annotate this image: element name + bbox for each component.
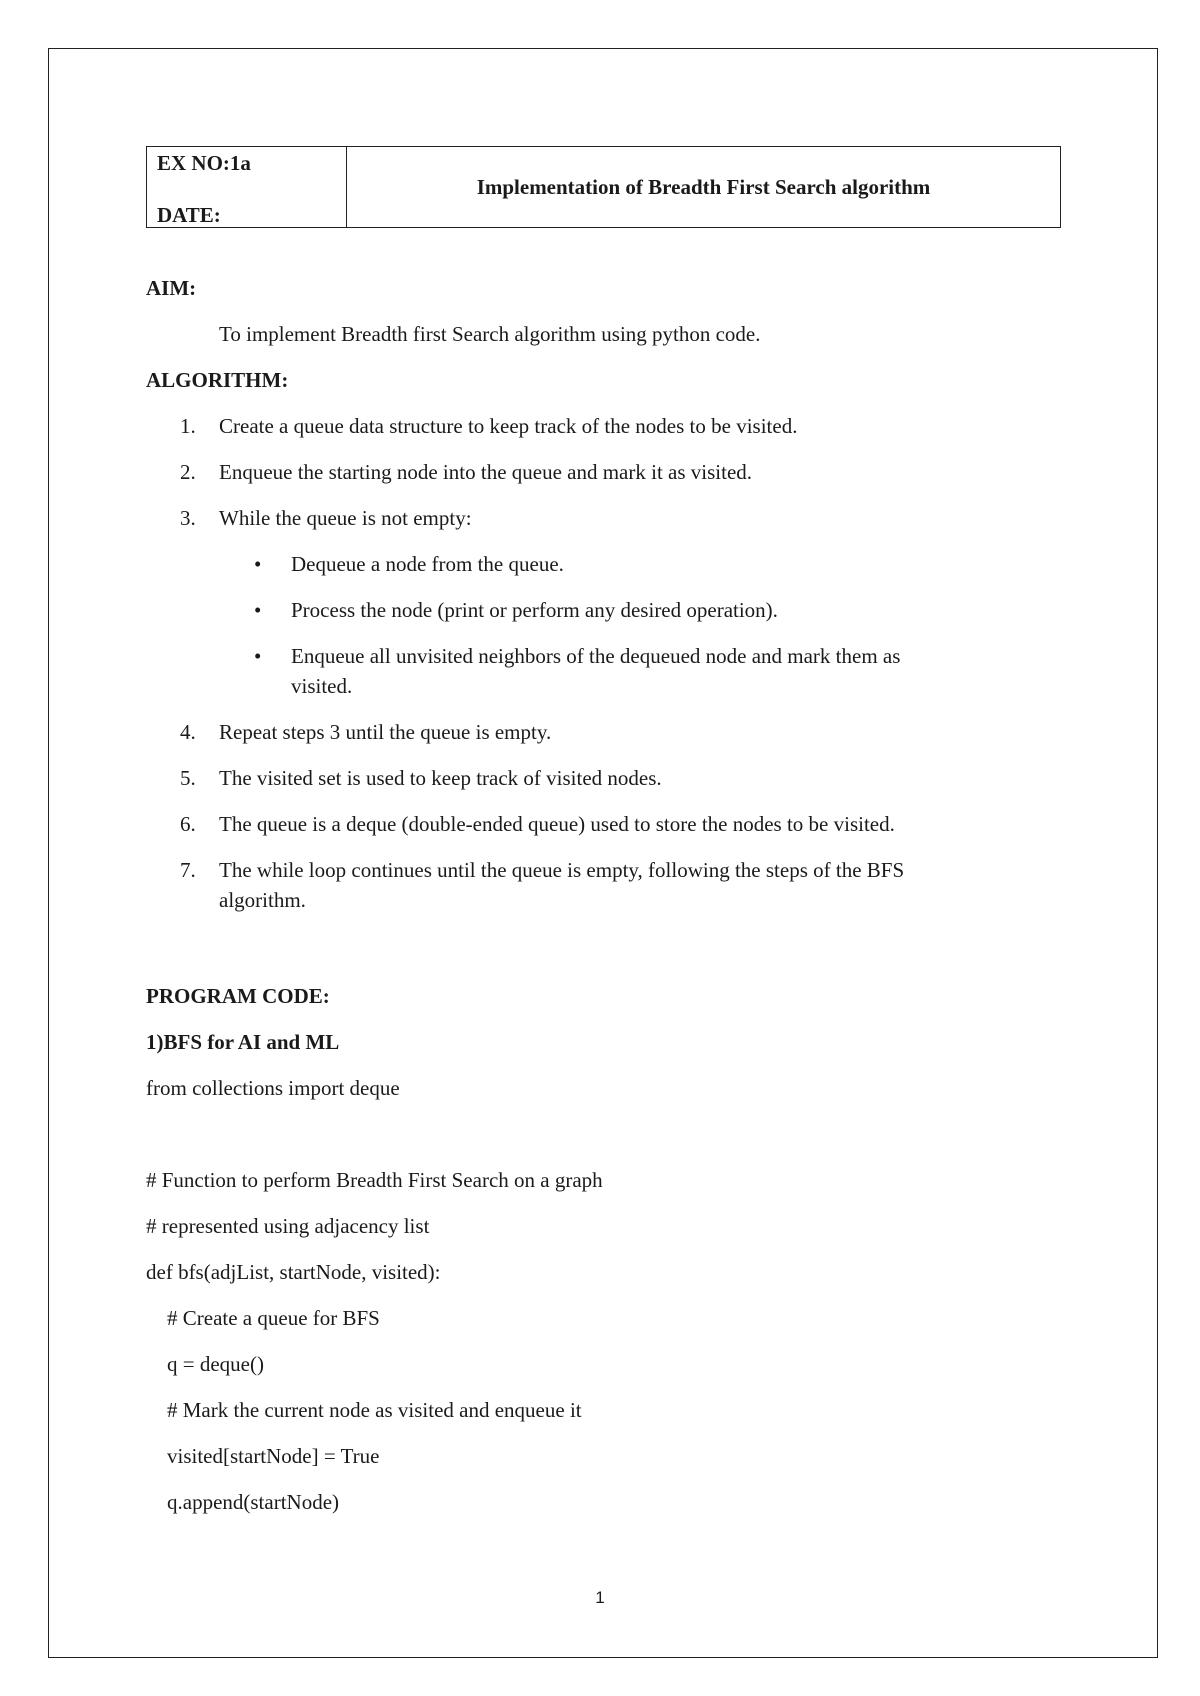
- substep-text: Process the node (print or perform any desired operation).: [291, 598, 778, 622]
- step-number: 3.: [180, 506, 196, 530]
- aim-text: To implement Breadth first Search algorithm using python code.: [219, 322, 761, 346]
- bullet-icon: •: [254, 552, 262, 576]
- document-title: Implementation of Breadth First Search algorithm: [476, 175, 931, 199]
- code-line: q = deque(): [146, 1352, 264, 1376]
- step-text: The while loop continues until the queue is empty, following the steps of the BFS: [219, 858, 905, 882]
- code-line: # Create a queue for BFS: [146, 1306, 380, 1330]
- step-text: The visited set is used to keep track of visited nodes.: [219, 766, 662, 790]
- step-text: The queue is a deque (double-ended queue) used to store the nodes to be visited.: [219, 812, 895, 836]
- header-left-cell: [147, 147, 347, 228]
- code-line: q.append(startNode): [146, 1490, 340, 1514]
- date-label: DATE:: [157, 203, 221, 227]
- code-line: # Mark the current node as visited and enqueue it: [146, 1398, 582, 1422]
- step-text: Enqueue the starting node into the queue and mark it as visited.: [219, 460, 753, 484]
- step-number: 2.: [180, 460, 196, 484]
- substep-text: Enqueue all unvisited neighbors of the dequeued node and mark them as: [291, 644, 901, 668]
- page-number: 1: [595, 1588, 605, 1607]
- step-number: 7.: [180, 858, 196, 882]
- step-number: 5.: [180, 766, 196, 790]
- code-line: # represented using adjacency list: [146, 1214, 430, 1238]
- step-text: Create a queue data structure to keep track of the nodes to be visited.: [219, 414, 798, 438]
- code-line: from collections import deque: [146, 1076, 400, 1100]
- step-text: Repeat steps 3 until the queue is empty.: [219, 720, 552, 744]
- algorithm-heading: ALGORITHM:: [146, 368, 289, 392]
- code-line: visited[startNode] = True: [146, 1444, 380, 1468]
- header-table: [146, 146, 1061, 228]
- code-line: def bfs(adjList, startNode, visited):: [146, 1260, 441, 1284]
- step-text: While the queue is not empty:: [219, 506, 472, 530]
- step-number: 6.: [180, 812, 196, 836]
- code-line: # Function to perform Breadth First Search on a graph: [146, 1168, 603, 1192]
- bullet-icon: •: [254, 598, 262, 622]
- bullet-icon: •: [254, 644, 262, 668]
- step-number: 4.: [180, 720, 196, 744]
- step-text: algorithm.: [219, 888, 306, 912]
- program-subheading: 1)BFS for AI and ML: [146, 1030, 340, 1054]
- substep-text: Dequeue a node from the queue.: [291, 552, 564, 576]
- aim-heading: AIM:: [146, 276, 197, 300]
- header-right-cell: [347, 147, 1061, 228]
- program-heading: PROGRAM CODE:: [146, 984, 330, 1008]
- substep-text: visited.: [291, 674, 353, 698]
- step-number: 1.: [180, 414, 196, 438]
- exercise-number: EX NO:1a: [157, 151, 251, 175]
